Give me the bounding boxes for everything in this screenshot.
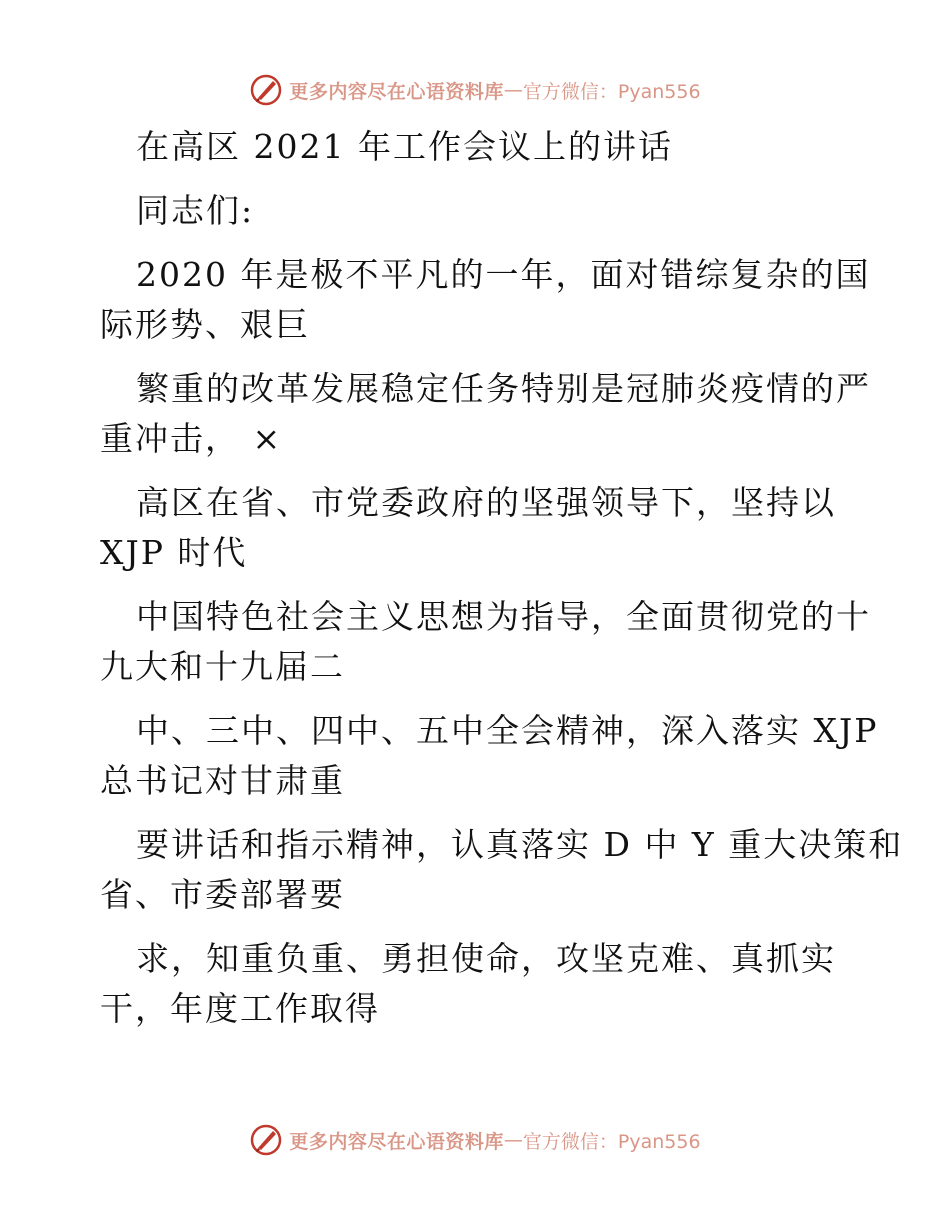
body-line: 2020 年是极不平凡的一年，面对错综复杂的国 [136, 255, 871, 294]
watermark-header [0, 70, 950, 110]
watermark-contact: 官方微信：Pyan556 [522, 1130, 701, 1153]
watermark-contact: 官方微信：Pyan556 [522, 80, 701, 103]
body-line: 九大和十九届二 [100, 647, 345, 686]
body-line: 总书记对甘肃重 [100, 761, 345, 800]
body-line: XJP 时代 [100, 533, 248, 572]
watermark-separator: — [503, 79, 523, 101]
body-line: 际形势、艰巨 [100, 305, 310, 344]
body-line: 繁重的改革发展稳定任务特别是冠肺炎疫情的严 [136, 369, 871, 408]
body-line: 省、市委部署要 [100, 875, 345, 914]
body-line: 高区在省、市党委政府的坚强领导下，坚持以 [136, 483, 836, 522]
body-line: 干，年度工作取得 [100, 989, 380, 1028]
watermark-text: 更多内容尽在心语资料库 [289, 80, 504, 103]
document-title: 在高区 2021 年工作会议上的讲话 [136, 127, 673, 166]
quill-pen-circle-icon [249, 1123, 283, 1157]
quill-pen-circle-icon [249, 73, 283, 107]
body-line: 重冲击， × [100, 419, 283, 458]
body-line: 中、三中、四中、五中全会精神，深入落实 XJP [136, 711, 879, 750]
salutation: 同志们: [136, 191, 255, 230]
body-line: 求，知重负重、勇担使命，攻坚克难、真抓实 [136, 939, 836, 978]
watermark-text: 更多内容尽在心语资料库 [289, 1130, 504, 1153]
body-line: 中国特色社会主义思想为指导，全面贯彻党的十 [136, 597, 871, 636]
watermark-footer [0, 1120, 950, 1160]
body-line: 要讲话和指示精神，认真落实 D 中 Y 重大决策和 [136, 825, 904, 864]
document-body [100, 122, 904, 1034]
watermark-separator: — [503, 1129, 523, 1151]
